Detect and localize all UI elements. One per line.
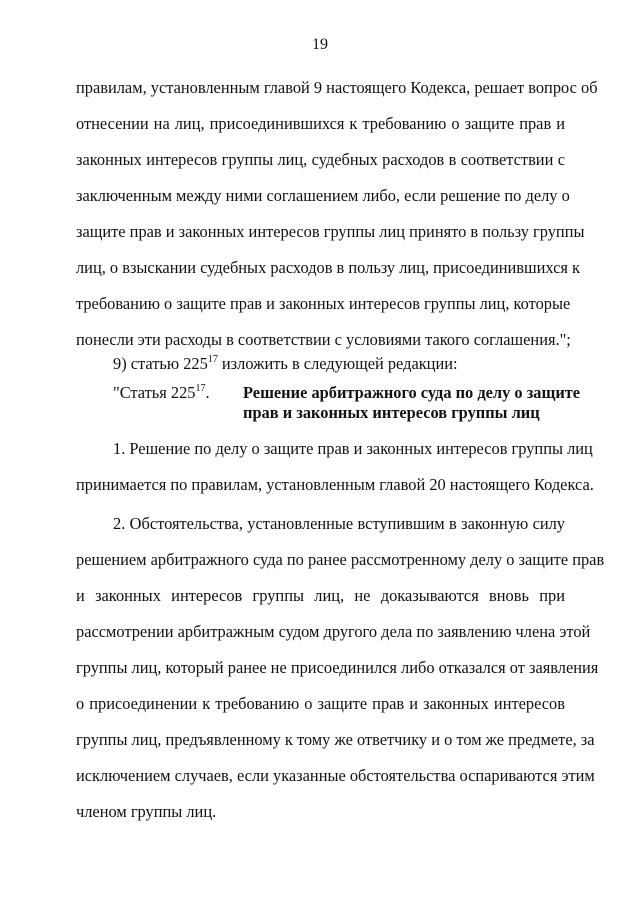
paragraph-1-line-7: требованию о защите прав и законных интересов группы лиц, которые: [76, 294, 571, 313]
part-1-line-2: принимается по правилам, установленным главой 20 настоящего Кодекса.: [76, 475, 594, 494]
part-2-line-8: исключением случаев, если указанные обстоятельства оспариваются этим: [76, 766, 595, 785]
article-label-suffix: .: [205, 383, 210, 402]
article-title-line-2: прав и законных интересов группы лиц: [243, 403, 540, 422]
article-label-prefix: "Статья 225: [113, 383, 196, 402]
part-1-line-1: 1. Решение по делу о защите прав и законных интересов группы лиц: [113, 439, 593, 458]
part-2-line-9: членом группы лиц.: [76, 802, 217, 821]
item-9-suffix: изложить в следующей редакции:: [217, 354, 458, 373]
paragraph-1-line-8: понесли эти расходы в соответствии с условиями такого соглашения.";: [76, 330, 571, 349]
item-9-line: [113, 354, 565, 374]
part-2-line-4: рассмотрении арбитражным судом другого дела по заявлению члена этой: [76, 622, 591, 641]
paragraph-1-line-6: лиц, о взыскании судебных расходов в пользу лиц, присоединившихся к: [76, 258, 580, 277]
article-label-superscript: 17: [195, 383, 206, 394]
item-9-prefix: 9) статью 225: [113, 354, 208, 373]
article-label: [113, 383, 210, 403]
paragraph-1-line-3: законных интересов группы лиц, судебных расходов в соответствии с: [76, 150, 565, 169]
paragraph-1-line-5: защите прав и законных интересов группы лиц принято в пользу группы: [76, 222, 585, 241]
paragraph-1-line-2: отнесении на лиц, присоединившихся к требованию о защите прав и: [76, 114, 565, 133]
paragraph-1-line-4: заключенным между ними соглашением либо, если решение по делу о: [76, 186, 570, 205]
paragraph-1-line-1: правилам, установленным главой 9 настоящего Кодекса, решает вопрос об: [76, 78, 598, 97]
part-2-line-2: решением арбитражного суда по ранее рассмотренному делу о защите прав: [76, 550, 605, 569]
part-2-line-5: группы лиц, который ранее не присоединился либо отказался от заявления: [76, 658, 599, 677]
page-number: 19: [312, 36, 328, 53]
part-2-line-1: 2. Обстоятельства, установленные вступившим в законную силу: [113, 514, 565, 533]
item-9-superscript: 17: [207, 354, 218, 365]
part-2-line-3: и законных интересов группы лиц, не доказываются вновь при: [76, 586, 565, 605]
part-2-line-6: о присоединении к требованию о защите прав и законных интересов: [76, 694, 565, 713]
article-title-line-1: Решение арбитражного суда по делу о защите: [243, 383, 581, 402]
article-title: [243, 383, 581, 423]
part-2-line-7: группы лиц, предъявленному к тому же ответчику и о том же предмете, за: [76, 730, 595, 749]
